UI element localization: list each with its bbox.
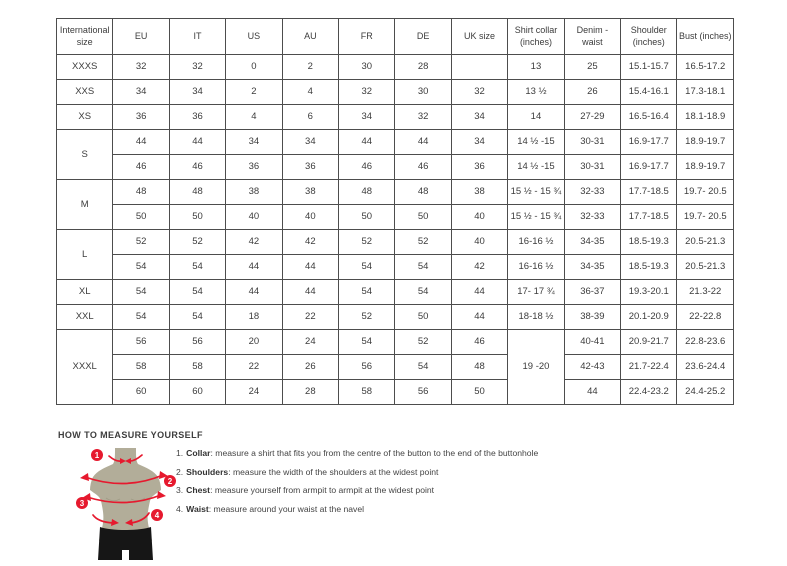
cell: 34 bbox=[451, 105, 507, 130]
cell: 48 bbox=[169, 180, 225, 205]
torso-body bbox=[90, 448, 161, 541]
measure-step-label: Waist bbox=[186, 503, 209, 514]
cell: 16.9-17.7 bbox=[621, 130, 677, 155]
cell: 40 bbox=[282, 205, 338, 230]
cell: 16.5-17.2 bbox=[677, 55, 734, 80]
table-header-row bbox=[57, 19, 734, 55]
cell: 20.9-21.7 bbox=[621, 330, 677, 355]
cell: 36-37 bbox=[564, 280, 620, 305]
cell: 25 bbox=[564, 55, 620, 80]
cell: 50 bbox=[395, 305, 451, 330]
cell: 28 bbox=[282, 380, 338, 405]
cell: 32-33 bbox=[564, 205, 620, 230]
cell: 44 bbox=[282, 255, 338, 280]
cell: 44 bbox=[226, 255, 282, 280]
cell: 18-18 ½ bbox=[508, 305, 564, 330]
cell: 54 bbox=[395, 255, 451, 280]
cell: 2 bbox=[282, 55, 338, 80]
cell: 18 bbox=[226, 305, 282, 330]
cell: 16-16 ½ bbox=[508, 230, 564, 255]
cell: 60 bbox=[113, 380, 169, 405]
table-row-xl bbox=[57, 280, 734, 305]
cell: 40 bbox=[451, 230, 507, 255]
table-row-s-1 bbox=[57, 130, 734, 155]
measure-step-shoulders bbox=[176, 467, 576, 478]
cell: 56 bbox=[113, 330, 169, 355]
cell: 30-31 bbox=[564, 130, 620, 155]
cell: 52 bbox=[169, 230, 225, 255]
cell: 40 bbox=[226, 205, 282, 230]
cell: 2 bbox=[226, 80, 282, 105]
cell: 54 bbox=[113, 280, 169, 305]
cell: 34-35 bbox=[564, 230, 620, 255]
cell: 23.6-24.4 bbox=[677, 355, 734, 380]
cell: 58 bbox=[339, 380, 395, 405]
cell: 32-33 bbox=[564, 180, 620, 205]
step-badge-1-number: 1 bbox=[94, 451, 100, 460]
cell: 52 bbox=[339, 230, 395, 255]
cell: 18.1-18.9 bbox=[677, 105, 734, 130]
cell: 54 bbox=[339, 280, 395, 305]
cell: 54 bbox=[113, 255, 169, 280]
measure-step-chest bbox=[176, 485, 576, 496]
col-header-au: AU bbox=[282, 19, 338, 55]
size-label: XXS bbox=[57, 80, 113, 105]
cell: 32 bbox=[113, 55, 169, 80]
table-row-l-1 bbox=[57, 230, 734, 255]
cell: 46 bbox=[451, 330, 507, 355]
cell: 17.3-18.1 bbox=[677, 80, 734, 105]
cell: 44 bbox=[451, 280, 507, 305]
cell: 4 bbox=[226, 105, 282, 130]
cell: 14 bbox=[508, 105, 564, 130]
cell: 54 bbox=[395, 355, 451, 380]
measure-step-collar bbox=[176, 448, 576, 459]
cell: 20 bbox=[226, 330, 282, 355]
measure-instructions bbox=[176, 448, 576, 522]
cell: 44 bbox=[339, 130, 395, 155]
cell: 44 bbox=[395, 130, 451, 155]
col-header-fr: FR bbox=[339, 19, 395, 55]
cell: 22-22.8 bbox=[677, 305, 734, 330]
cell: 6 bbox=[282, 105, 338, 130]
cell: 34 bbox=[282, 130, 338, 155]
cell-collar-merged: 19 -20 bbox=[508, 330, 564, 405]
cell: 15.1-15.7 bbox=[621, 55, 677, 80]
size-chart-table bbox=[56, 18, 734, 405]
cell: 27-29 bbox=[564, 105, 620, 130]
table-row-xxxl-2 bbox=[57, 355, 734, 380]
cell: 19.3-20.1 bbox=[621, 280, 677, 305]
cell: 34 bbox=[451, 130, 507, 155]
cell: 14 ½ -15 bbox=[508, 130, 564, 155]
cell: 58 bbox=[169, 355, 225, 380]
cell: 38 bbox=[451, 180, 507, 205]
cell: 34-35 bbox=[564, 255, 620, 280]
measure-step-number: 1. bbox=[176, 448, 184, 458]
cell: 54 bbox=[339, 255, 395, 280]
cell: 44 bbox=[282, 280, 338, 305]
cell: 20.1-20.9 bbox=[621, 305, 677, 330]
cell: 50 bbox=[339, 205, 395, 230]
cell: 48 bbox=[395, 180, 451, 205]
cell: 34 bbox=[169, 80, 225, 105]
measure-step-text: : measure yourself from armpit to armpit at the widest point bbox=[210, 485, 435, 496]
cell: 34 bbox=[226, 130, 282, 155]
cell: 20.5-21.3 bbox=[677, 255, 734, 280]
cell: 15.4-16.1 bbox=[621, 80, 677, 105]
cell: 24 bbox=[282, 330, 338, 355]
cell: 18.9-19.7 bbox=[677, 155, 734, 180]
cell: 4 bbox=[282, 80, 338, 105]
cell: 42 bbox=[282, 230, 338, 255]
cell: 50 bbox=[451, 380, 507, 405]
measure-step-number: 2. bbox=[176, 466, 184, 477]
cell: 52 bbox=[395, 230, 451, 255]
cell: 60 bbox=[169, 380, 225, 405]
arrowhead bbox=[80, 473, 89, 481]
cell: 54 bbox=[113, 305, 169, 330]
cell: 30-31 bbox=[564, 155, 620, 180]
cell: 16.5-16.4 bbox=[621, 105, 677, 130]
cell: 38 bbox=[226, 180, 282, 205]
cell bbox=[451, 55, 507, 80]
cell: 42 bbox=[226, 230, 282, 255]
cell: 48 bbox=[451, 355, 507, 380]
step-badge-4-number: 4 bbox=[154, 511, 160, 520]
cell: 38 bbox=[282, 180, 338, 205]
cell: 54 bbox=[169, 305, 225, 330]
cell: 40 bbox=[451, 205, 507, 230]
cell: 17.7-18.5 bbox=[621, 205, 677, 230]
cell: 50 bbox=[395, 205, 451, 230]
cell: 19.7- 20.5 bbox=[677, 180, 734, 205]
cell: 13 ½ bbox=[508, 80, 564, 105]
cell: 19.7- 20.5 bbox=[677, 205, 734, 230]
size-label: L bbox=[57, 230, 113, 280]
col-header-shoulder: Shoulder (inches) bbox=[621, 19, 677, 55]
cell: 0 bbox=[226, 55, 282, 80]
arrowhead bbox=[157, 491, 166, 499]
cell: 56 bbox=[169, 330, 225, 355]
col-header-eu: EU bbox=[113, 19, 169, 55]
cell: 36 bbox=[113, 105, 169, 130]
cell: 15 ½ - 15 ¾ bbox=[508, 205, 564, 230]
cell: 36 bbox=[282, 155, 338, 180]
cell: 44 bbox=[564, 380, 620, 405]
cell: 18.9-19.7 bbox=[677, 130, 734, 155]
cell: 22.4-23.2 bbox=[621, 380, 677, 405]
cell: 32 bbox=[395, 105, 451, 130]
cell: 46 bbox=[113, 155, 169, 180]
table-row-xxxl-1 bbox=[57, 330, 734, 355]
torso-illustration bbox=[72, 447, 184, 563]
measure-section-title: HOW TO MEASURE YOURSELF bbox=[58, 430, 203, 440]
cell: 30 bbox=[395, 80, 451, 105]
cell: 52 bbox=[339, 305, 395, 330]
cell: 58 bbox=[113, 355, 169, 380]
cell: 34 bbox=[113, 80, 169, 105]
table-row-s-2 bbox=[57, 155, 734, 180]
cell: 40-41 bbox=[564, 330, 620, 355]
cell: 21.7-22.4 bbox=[621, 355, 677, 380]
measure-step-label: Collar bbox=[186, 448, 211, 458]
cell: 32 bbox=[451, 80, 507, 105]
cell: 21.3-22 bbox=[677, 280, 734, 305]
cell: 54 bbox=[339, 330, 395, 355]
size-label: M bbox=[57, 180, 113, 230]
measure-step-text: : measure around your waist at the navel bbox=[208, 503, 365, 514]
cell: 42 bbox=[451, 255, 507, 280]
col-header-shirt-collar: Shirt collar (inches) bbox=[508, 19, 564, 55]
table-row-xxxl-3 bbox=[57, 380, 734, 405]
cell: 38-39 bbox=[564, 305, 620, 330]
cell: 46 bbox=[339, 155, 395, 180]
cell: 44 bbox=[451, 305, 507, 330]
cell: 46 bbox=[395, 155, 451, 180]
cell: 22 bbox=[226, 355, 282, 380]
size-label: XL bbox=[57, 280, 113, 305]
cell: 22 bbox=[282, 305, 338, 330]
cell: 14 ½ -15 bbox=[508, 155, 564, 180]
table-row-xxxs bbox=[57, 55, 734, 80]
cell: 13 bbox=[508, 55, 564, 80]
cell: 56 bbox=[339, 355, 395, 380]
measure-step-number: 4. bbox=[176, 503, 184, 514]
col-header-de: DE bbox=[395, 19, 451, 55]
cell: 44 bbox=[113, 130, 169, 155]
cell: 32 bbox=[339, 80, 395, 105]
cell: 48 bbox=[339, 180, 395, 205]
cell: 15 ½ - 15 ¾ bbox=[508, 180, 564, 205]
measure-step-label: Chest bbox=[186, 485, 211, 496]
cell: 22.8-23.6 bbox=[677, 330, 734, 355]
cell: 44 bbox=[226, 280, 282, 305]
cell: 54 bbox=[395, 280, 451, 305]
cell: 30 bbox=[339, 55, 395, 80]
measure-step-waist bbox=[176, 504, 576, 515]
col-header-bust: Bust (inches) bbox=[677, 19, 734, 55]
col-header-uk-size: UK size bbox=[451, 19, 507, 55]
cell: 26 bbox=[564, 80, 620, 105]
size-label: XXXL bbox=[57, 330, 113, 405]
cell: 44 bbox=[169, 130, 225, 155]
cell: 16-16 ½ bbox=[508, 255, 564, 280]
cell: 50 bbox=[113, 205, 169, 230]
cell: 24.4-25.2 bbox=[677, 380, 734, 405]
cell: 42-43 bbox=[564, 355, 620, 380]
cell: 24 bbox=[226, 380, 282, 405]
size-label: XXXS bbox=[57, 55, 113, 80]
cell: 16.9-17.7 bbox=[621, 155, 677, 180]
shorts bbox=[98, 527, 153, 560]
table-row-xs bbox=[57, 105, 734, 130]
cell: 18.5-19.3 bbox=[621, 230, 677, 255]
step-badge-2-number: 2 bbox=[167, 477, 173, 486]
cell: 26 bbox=[282, 355, 338, 380]
cell: 56 bbox=[395, 380, 451, 405]
cell: 34 bbox=[339, 105, 395, 130]
cell: 20.5-21.3 bbox=[677, 230, 734, 255]
cell: 28 bbox=[395, 55, 451, 80]
size-label: XS bbox=[57, 105, 113, 130]
col-header-us: US bbox=[226, 19, 282, 55]
cell: 48 bbox=[113, 180, 169, 205]
measure-step-text: : measure a shirt that fits you from the centre of the button to the end of the buttonhole bbox=[210, 448, 539, 458]
cell: 54 bbox=[169, 255, 225, 280]
cell: 52 bbox=[113, 230, 169, 255]
size-label: S bbox=[57, 130, 113, 180]
col-header-denim-waist: Denim - waist bbox=[564, 19, 620, 55]
cell: 36 bbox=[169, 105, 225, 130]
table-row-xxs bbox=[57, 80, 734, 105]
col-header-international-size: International size bbox=[57, 19, 113, 55]
col-header-it: IT bbox=[169, 19, 225, 55]
table-row-xxl bbox=[57, 305, 734, 330]
cell: 32 bbox=[169, 55, 225, 80]
cell: 50 bbox=[169, 205, 225, 230]
cell: 18.5-19.3 bbox=[621, 255, 677, 280]
cell: 17- 17 ¾ bbox=[508, 280, 564, 305]
cell: 36 bbox=[451, 155, 507, 180]
step-badge-3-number: 3 bbox=[79, 499, 85, 508]
table-row-l-2 bbox=[57, 255, 734, 280]
measure-step-label: Shoulders bbox=[186, 466, 229, 477]
cell: 46 bbox=[169, 155, 225, 180]
cell: 54 bbox=[169, 280, 225, 305]
cell: 17.7-18.5 bbox=[621, 180, 677, 205]
cell: 52 bbox=[395, 330, 451, 355]
measure-step-text: : measure the width of the shoulders at the widest point bbox=[228, 466, 439, 477]
cell: 36 bbox=[226, 155, 282, 180]
measure-step-number: 3. bbox=[176, 485, 184, 496]
size-label: XXL bbox=[57, 305, 113, 330]
table-row-m-2 bbox=[57, 205, 734, 230]
table-row-m-1 bbox=[57, 180, 734, 205]
